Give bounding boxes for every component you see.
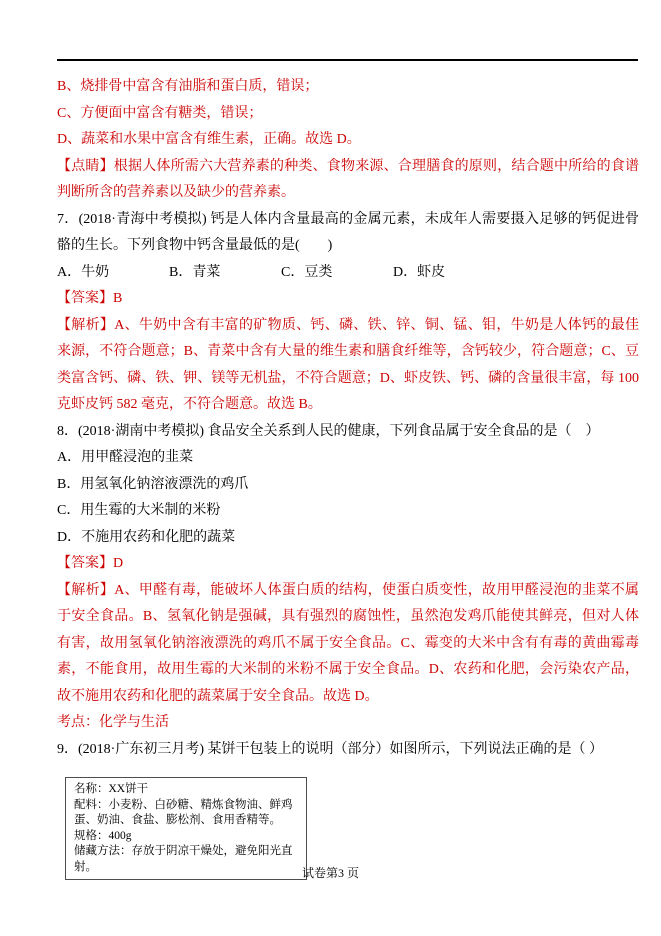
prev-answer-line-c: C、方便面中富含有糖类，错误； bbox=[57, 105, 263, 121]
question9-stem: 9．(2018·广东初三月考) 某饼干包装上的说明（部分）如图所示，下列说法正确的是（ ） bbox=[57, 741, 603, 757]
question8-stem: 8．(2018·湖南中考模拟) 食品安全关系到人民的健康，下列食品属于安全食品的是（ ） bbox=[57, 423, 600, 439]
question8-analysis: 【解析】A、甲醛有毒，能破坏人体蛋白质的结构，使蛋白质变性，故用甲醛浸泡的韭菜不属于安全食品。B、氢氧化钠是强碱，具有强烈的腐蚀性，虽然泡发鸡爪能使其鲜亮，但对人体有害，故用氢氧化钠溶液漂洗的鸡爪不属于安全食品。C、霉变的大米中含有有毒的黄曲霉毒素，不能食用，故用生霉的大米制的米粉不属于安全食品。D、农药和化肥，会污染农产品，故不施用农药和化肥的蔬菜属于安全食品。故选 D。 bbox=[57, 582, 639, 704]
package-ingredients-line: 配料：小麦粉、白砂糖、精炼食物油、鲜鸡蛋、奶油、食盐、膨松剂、食用香精等。 bbox=[74, 798, 293, 826]
question7-option-c: C．豆类 bbox=[281, 264, 333, 280]
question7-option-b: B．青菜 bbox=[169, 264, 221, 280]
package-storage-line: 储藏方法：存放于阴凉干燥处，避免阳光直射。 bbox=[74, 845, 293, 873]
prev-answer-line-d: D、蔬菜和水果中富含有维生素，正确。故选 D。 bbox=[57, 132, 361, 147]
question8-option-c: C．用生霉的大米制的米粉 bbox=[57, 503, 221, 518]
prev-answer-dianjing-note: 【点睛】根据人体所需六大营养素的种类、食物来源、合理膳食的原则，结合题中所给的食谱判断所含的营养素以及缺少的营养素。 bbox=[57, 158, 639, 200]
question7-answer: 【答案】B bbox=[57, 291, 123, 306]
question7-option-a: A．牛奶 bbox=[57, 264, 110, 280]
question8-option-b: B．用氢氧化钠溶液漂洗的鸡爪 bbox=[57, 476, 249, 492]
page-footer: 试卷第3 页 bbox=[301, 866, 359, 880]
package-spec-line: 规格：400g bbox=[74, 829, 132, 842]
question8-exam-point: 考点：化学与生活 bbox=[57, 715, 169, 730]
question8-option-a: A．用甲醛浸泡的韭菜 bbox=[57, 450, 194, 465]
question8-answer: 【答案】D bbox=[57, 556, 124, 571]
question8-option-d: D．不施用农药和化肥的蔬菜 bbox=[57, 529, 236, 545]
package-name-line: 名称：XX饼干 bbox=[74, 783, 149, 795]
question7-option-d: D．虾皮 bbox=[393, 264, 446, 280]
page-content bbox=[57, 74, 639, 880]
question7-options-row bbox=[57, 260, 639, 287]
prev-answer-line-b: B、烧排骨中富含有油脂和蛋白质，错误； bbox=[57, 79, 319, 94]
page-header-rule bbox=[57, 59, 638, 61]
question7-stem: 7．(2018·青海中考模拟) 钙是人体内含量最高的金属元素，未成年人需要摄入足够的钙促进骨骼的生长。下列食物中钙含量最低的是( ) bbox=[57, 211, 639, 253]
question7-analysis: 【解析】A、牛奶中含有丰富的矿物质、钙、磷、铁、锌、铜、锰、钼，牛奶是人体钙的最佳来源，不符合题意；B、青菜中含有大量的维生素和膳食纤维等，含钙较少，符合题意；C、豆类富含钙、磷、铁、钾、镁等无机盐，不符合题意；D、虾皮铁、钙、磷的含量很丰富，每 100 克虾皮钙 582 毫克，不符合题意。故选 B。 bbox=[57, 317, 639, 412]
